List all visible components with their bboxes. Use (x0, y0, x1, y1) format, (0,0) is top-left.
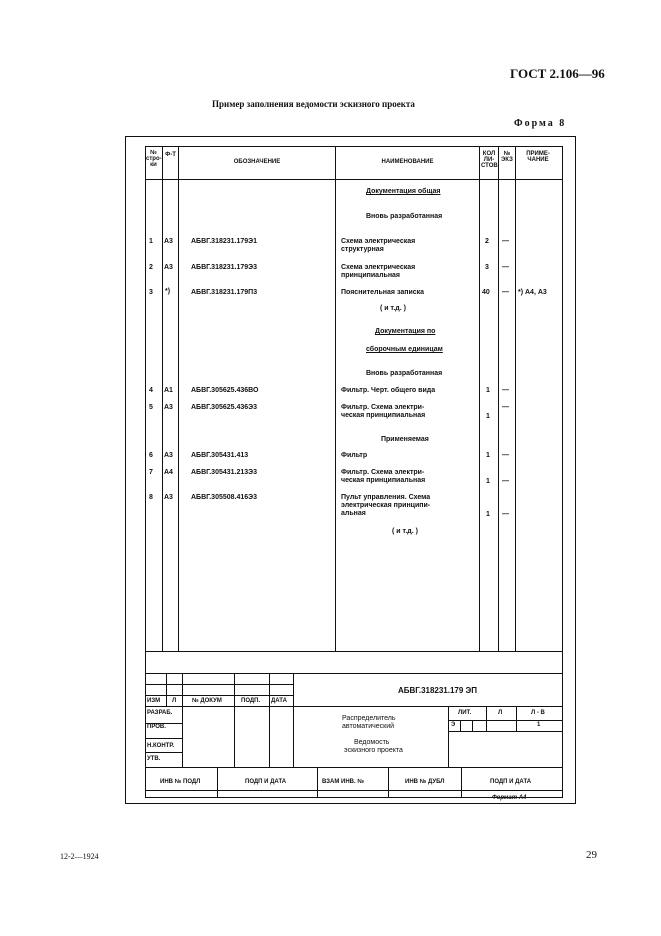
bottom-inv-dubl: ИНВ № ДУБЛ (405, 779, 445, 785)
stamp-title-1: Распределитель (342, 715, 396, 722)
bottom-podp-data-1: ПОДП И ДАТА (245, 779, 287, 785)
stamp-data: ДАТА (271, 698, 287, 704)
section-assembly-a: Документация по (375, 328, 436, 335)
col-header-format: Ф-Т (165, 152, 176, 158)
format-label: Формат А4 (492, 795, 527, 801)
stamp-title-4: эскизного проекта (344, 747, 403, 754)
stamp-docnum: № ДОКУМ (192, 698, 222, 704)
stamp-title-2: автоматический (342, 723, 395, 730)
footer-code: 12-2—1924 (60, 852, 99, 861)
stamp-listov: Л - В (531, 710, 545, 716)
col-header-name: НАИМЕНОВАНИЕ (381, 159, 434, 165)
section-new-2: Вновь разработанная (366, 370, 443, 377)
etc-2: ( и т.д. ) (392, 528, 418, 535)
stamp-lit-value: Э (451, 722, 456, 728)
stamp-lit: ЛИТ. (458, 710, 472, 716)
stamp-razrab: РАЗРАБ. (147, 710, 173, 716)
section-new-1: Вновь разработанная (366, 213, 443, 220)
col-header-note: ПРИМЕ-ЧАНИЕ (526, 151, 550, 163)
section-assembly-b: сборочным единицам (366, 346, 443, 353)
stamp-l: Л (172, 698, 177, 704)
bottom-inv-podl: ИНВ № ПОДЛ (160, 779, 201, 785)
stamp-izm: ИЗМ (147, 698, 161, 704)
bottom-podp-data-2: ПОДП И ДАТА (490, 779, 532, 785)
page-title: Пример заполнения ведомости эскизного проекта (212, 99, 415, 109)
gost-number: ГОСТ 2.106—96 (510, 66, 605, 81)
page-number: 29 (586, 849, 597, 861)
stamp-nkontr: Н.КОНТР. (147, 743, 175, 749)
col-header-num: № стро- ки (146, 150, 162, 168)
stamp-title-3: Ведомость (354, 739, 390, 746)
stamp-podp: ПОДП. (241, 698, 261, 704)
stamp-list: Л (498, 710, 503, 716)
col-header-copy: № ЭКЗ (501, 151, 513, 163)
col-header-designation: ОБОЗНАЧЕНИЕ (233, 159, 281, 165)
bottom-vzam-inv: ВЗАМ ИНВ. № (322, 779, 365, 785)
stamp-prov: ПРОВ. (147, 724, 166, 730)
stamp-listov-value: 1 (537, 722, 541, 728)
stamp-utv: УТВ. (147, 756, 161, 762)
form-label: Форма 8 (514, 118, 567, 129)
col-header-qty: КОЛ ЛИ-СТОВ (481, 151, 498, 169)
etc-1: ( и т.д. ) (380, 305, 406, 312)
section-general-docs: Документация общая (366, 188, 441, 195)
section-applied: Применяемая (381, 436, 429, 443)
stamp-code: АБВГ.318231.179 ЭП (398, 686, 477, 695)
